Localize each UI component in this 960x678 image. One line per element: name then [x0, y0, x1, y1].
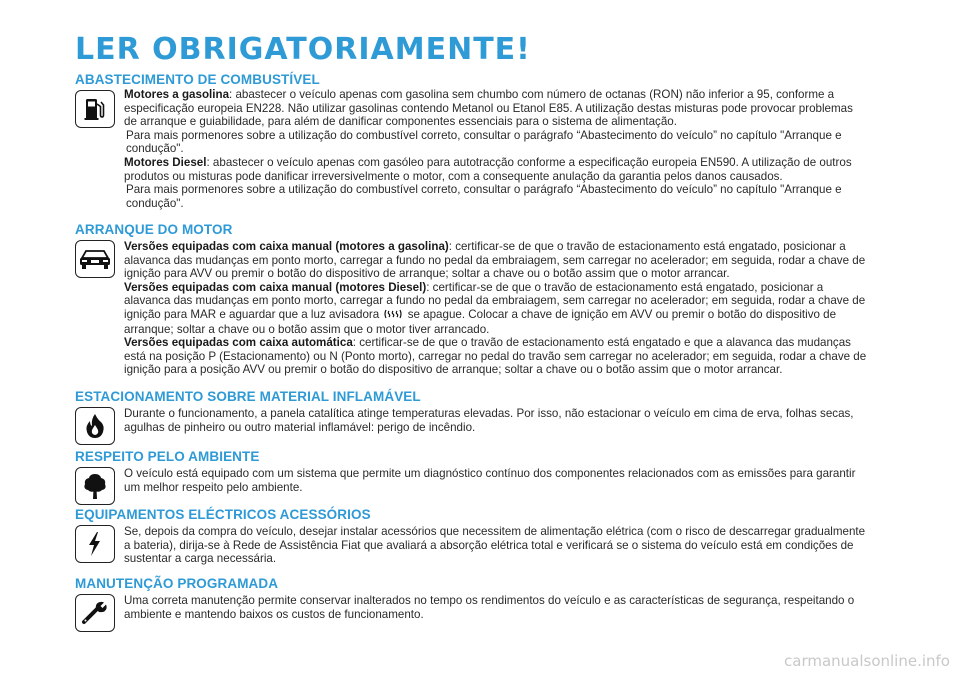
manual-petrol-label: Versões equipadas com caixa manual (motores a gasolina): [124, 240, 449, 253]
section-body: [124, 407, 869, 434]
manual-diesel-label: Versões equipadas com caixa manual (motores Diesel): [124, 280, 427, 294]
section-body: [124, 240, 869, 377]
section-body: [124, 467, 869, 494]
flammable-text: Durante o funcionamento, a panela catalítica atinge temperaturas elevadas. Por isso, não estacionar o veículo em cima de erva, folhas secas, agulhas de pinheiro ou outro material inflamável: perigo de incêndio.: [124, 407, 854, 434]
section-flammable-parking: [75, 389, 875, 434]
fuel-diesel-label: Motores Diesel: [124, 155, 207, 169]
section-body: [124, 525, 869, 566]
section-fuel: [75, 72, 875, 210]
lightning-icon: [75, 525, 115, 563]
manual-petrol-text: : certificar-se de que o travão de estacionamento está engatado, posicionar a alavanca das mudanças em ponto morto, carregar a fundo no pedal da embraiagem, sem carregar no acelerador; em seguida, rodar a chave de ignição para AVV ou premir o botão do dispositivo de arranque; soltar a chave ou o botão assim que o motor arrancar.: [124, 240, 866, 281]
automatic-text: : certificar-se de que o travão de estacionamento está engatado e que a alavanca das mudanças está na posição P (Estacionamento) ou N (Ponto morto), carregar no pedal do travão sem carregar no acelerador; em seguida, rodar a chave de ignição para a posição AVV ou premir o botão do dispositivo de arranque; soltar a chave ou o botão assim que o motor arrancar.: [124, 336, 867, 377]
fuel-diesel-reference: Para mais pormenores sobre a utilização do combustível correto, consultar o parágrafo “Abastecimento do veículo” no capítulo "Arranque e condução".: [126, 183, 842, 210]
section-electrical-accessories: [75, 507, 875, 566]
fuel-petrol-text: : abastecer o veículo apenas com gasolina sem chumbo com número de octanas (RON) não inferior a 95, conforme a especificação europeia EN228. Não utilizar gasolinas contendo Metanol ou Etanol E85. A utilização destas misturas pode provocar problemas de arranque e guiabilidade, para além de danificar componentes essenciais para o sistema de alimentação.: [124, 88, 853, 129]
fuel-diesel-text: : abastecer o veículo apenas com gasóleo para autotracção conforme a especificação europeia EN590. A utilização de outros produtos ou misturas pode danificar irreversivelmente o motor, com a consequente anulação da garantia pelos danos causados.: [124, 155, 852, 183]
glow-plug-warning-icon: [384, 309, 402, 323]
section-heading: RESPEITO PELO AMBIENTE: [75, 449, 260, 464]
section-heading: ESTACIONAMENTO SOBRE MATERIAL INFLAMÁVEL: [75, 389, 421, 404]
car-icon: [75, 240, 115, 278]
section-scheduled-maintenance: [75, 576, 875, 621]
section-engine-start: [75, 222, 875, 377]
section-heading: ABASTECIMENTO DE COMBUSTÍVEL: [75, 72, 320, 87]
wrench-icon: [75, 594, 115, 632]
watermark: carmanualsonline.info: [784, 652, 950, 670]
section-heading: ARRANQUE DO MOTOR: [75, 222, 233, 237]
section-body: [124, 88, 869, 210]
section-environment: [75, 449, 875, 494]
section-body: [124, 594, 869, 621]
fuel-pump-icon: [75, 90, 115, 128]
maintenance-text: Uma correta manutenção permite conservar inalterados no tempo os rendimentos do veículo e as características de segurança, respeitando o ambiente e mantendo baixos os custos de funcionamento.: [124, 594, 855, 621]
flame-icon: [75, 407, 115, 445]
electrical-text: Se, depois da compra do veículo, desejar instalar acessórios que necessitem de alimentação elétrica (com o risco de descarregar gradualmente a bateria), dirija-se à Rede de Assistência Fiat que avaliará a absorção elétrica total e verificará se o sistema do veículo está em condições de sustentar a carga necessária.: [124, 525, 866, 566]
tree-icon: [75, 467, 115, 505]
automatic-label: Versões equipadas com caixa automática: [124, 336, 353, 350]
page-title: LER OBRIGATORIAMENTE!: [75, 32, 531, 67]
manual-diesel-text-b: se apague. Colocar a chave de ignição em AVV ou premir o botão do dispositivo de arranque; soltar a chave ou o botão assim que o motor tiver arrancado.: [124, 307, 837, 336]
fuel-petrol-label: Motores a gasolina: [124, 88, 230, 101]
section-heading: EQUIPAMENTOS ELÉCTRICOS ACESSÓRIOS: [75, 507, 371, 522]
environment-text: O veículo está equipado com um sistema que permite um diagnóstico contínuo dos componentes relacionados com as emissões para garantir um melhor respeito pelo ambiente.: [124, 467, 856, 494]
fuel-petrol-reference: Para mais pormenores sobre a utilização do combustível correto, consultar o parágrafo “Abastecimento do veículo” no capítulo "Arranque e condução".: [126, 128, 842, 156]
section-heading: MANUTENÇÃO PROGRAMADA: [75, 576, 279, 591]
manual-diesel-text-a: : certificar-se de que o travão de estacionamento está engatado, posicionar a alavanca das mudanças em ponto morto, carregar a fundo no pedal da embraiagem, sem carregar no acelerador; em seguida, rodar a chave de ignição para MAR e aguardar que a luz avisadora: [124, 280, 866, 321]
